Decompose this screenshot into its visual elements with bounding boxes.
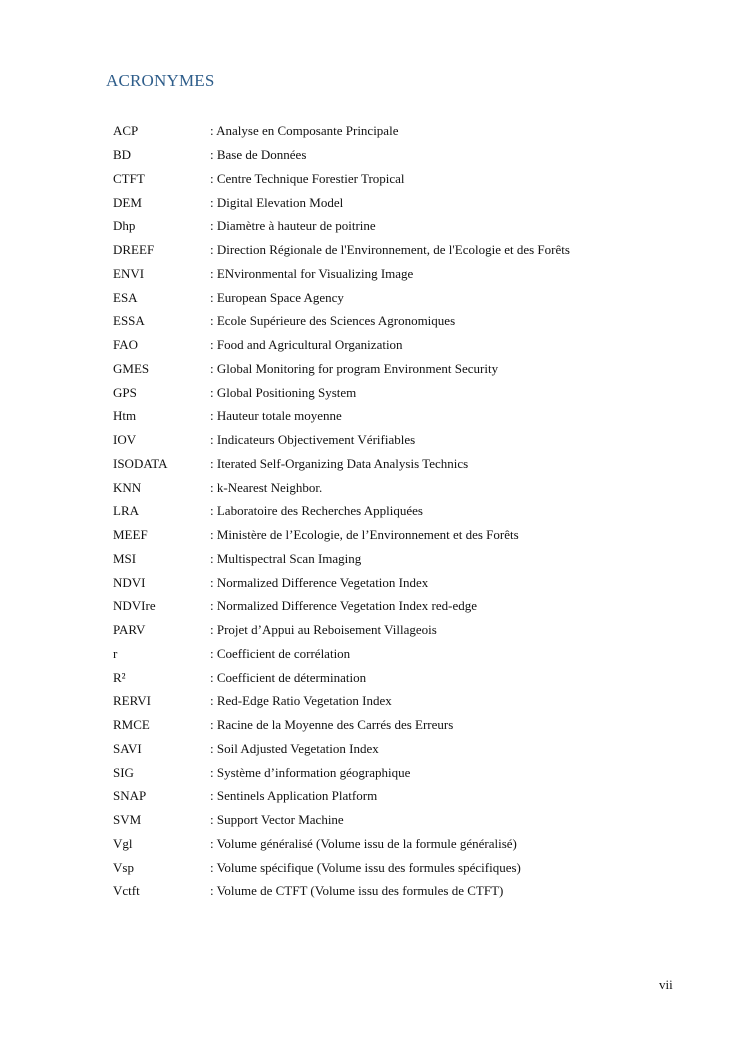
acronym-definition: : Analyse en Composante Principale xyxy=(210,123,399,139)
acronym-definition: : Laboratoire des Recherches Appliquées xyxy=(210,503,423,519)
acronym-term: GPS xyxy=(113,384,137,400)
acronym-row xyxy=(113,499,713,523)
acronym-row xyxy=(113,594,713,618)
acronym-definition: : Projet d’Appui au Reboisement Villageois xyxy=(210,622,437,638)
acronym-row xyxy=(113,404,713,428)
acronym-row xyxy=(113,452,713,476)
acronym-definition: : Indicateurs Objectivement Vérifiables xyxy=(210,432,416,448)
acronym-definition: : Base de Données xyxy=(210,147,307,163)
acronym-term: MSI xyxy=(113,550,137,566)
acronym-row xyxy=(113,357,713,381)
acronym-term: Htm xyxy=(113,408,137,424)
acronym-row xyxy=(113,570,713,594)
acronym-term: CTFT xyxy=(113,170,145,186)
acronym-term: LRA xyxy=(113,503,139,519)
acronym-definition: : Racine de la Moyenne des Carrés des Erreurs xyxy=(210,717,454,733)
acronym-term: FAO xyxy=(113,337,139,353)
acronym-row xyxy=(113,618,713,642)
acronym-definition: : Système d’information géographique xyxy=(210,764,411,780)
acronym-definition: : Coefficient de corrélation xyxy=(210,645,351,661)
acronym-term: Vsp xyxy=(113,859,134,875)
acronym-term: DEM xyxy=(113,194,142,210)
acronym-definition: : Digital Elevation Model xyxy=(210,194,344,210)
acronym-term: SNAP xyxy=(113,788,147,804)
acronym-definition: : Red-Edge Ratio Vegetation Index xyxy=(210,693,392,709)
acronym-term: ACP xyxy=(113,123,139,139)
acronym-row xyxy=(113,713,713,737)
acronym-row xyxy=(113,475,713,499)
acronym-term: RMCE xyxy=(113,717,150,733)
acronym-term: ESSA xyxy=(113,313,145,329)
page-heading: ACRONYMES xyxy=(106,71,215,90)
acronym-term: R² xyxy=(113,669,126,685)
acronym-definition: : Centre Technique Forestier Tropical xyxy=(210,170,405,186)
acronym-definition: : Food and Agricultural Organization xyxy=(210,337,403,353)
acronym-row xyxy=(113,333,713,357)
acronym-definition: : Ministère de l’Ecologie, de l’Environnement et des Forêts xyxy=(210,527,519,543)
acronym-row xyxy=(113,143,713,167)
acronym-term: BD xyxy=(113,147,132,163)
acronym-term: KNN xyxy=(113,479,142,495)
acronym-term: ENVI xyxy=(113,265,145,281)
acronym-term: NDVI xyxy=(113,574,146,590)
acronym-term: DREEF xyxy=(113,242,155,258)
acronym-definition: : ENvironmental for Visualizing Image xyxy=(210,265,414,281)
page-number: vii xyxy=(659,977,673,992)
acronym-row xyxy=(113,879,713,903)
acronym-term: Vgl xyxy=(113,835,133,851)
acronym-row xyxy=(113,665,713,689)
acronym-row xyxy=(113,760,713,784)
acronym-term: Dhp xyxy=(113,218,136,234)
acronym-row xyxy=(113,808,713,832)
acronym-definition: : Ecole Supérieure des Sciences Agronomiques xyxy=(210,313,456,329)
acronym-term: ESA xyxy=(113,289,138,305)
acronym-definition: : Normalized Difference Vegetation Index red-edge xyxy=(210,598,477,614)
acronym-row xyxy=(113,238,713,262)
acronym-definition: : Diamètre à hauteur de poitrine xyxy=(210,218,376,234)
acronym-row xyxy=(113,642,713,666)
acronym-list xyxy=(113,119,713,903)
acronym-term: GMES xyxy=(113,360,150,376)
acronym-definition: : Volume de CTFT (Volume issu des formules de CTFT) xyxy=(210,883,504,899)
acronym-row xyxy=(113,855,713,879)
acronym-definition: : Normalized Difference Vegetation Index xyxy=(210,574,429,590)
acronym-term: SAVI xyxy=(113,740,142,756)
acronym-row xyxy=(113,309,713,333)
acronym-term: Vctft xyxy=(113,883,140,899)
acronym-term: r xyxy=(113,645,118,661)
acronym-term: IOV xyxy=(113,432,137,448)
acronym-row xyxy=(113,190,713,214)
acronym-definition: : Direction Régionale de l'Environnement, de l'Ecologie et des Forêts xyxy=(210,242,570,258)
acronym-term: ISODATA xyxy=(113,455,168,471)
acronym-term: RERVI xyxy=(113,693,151,709)
acronym-term: PARV xyxy=(113,622,146,638)
acronym-definition: : Soil Adjusted Vegetation Index xyxy=(210,740,379,756)
acronym-row xyxy=(113,119,713,143)
acronym-definition: : Sentinels Application Platform xyxy=(210,788,378,804)
acronym-row xyxy=(113,523,713,547)
acronym-row xyxy=(113,689,713,713)
acronym-row xyxy=(113,167,713,191)
acronym-definition: : European Space Agency xyxy=(210,289,344,305)
acronym-row xyxy=(113,214,713,238)
acronym-term: MEEF xyxy=(113,527,148,543)
acronym-row xyxy=(113,784,713,808)
acronym-definition: : Iterated Self-Organizing Data Analysis Technics xyxy=(210,455,469,471)
acronym-term: SIG xyxy=(113,764,134,780)
acronym-row xyxy=(113,262,713,286)
acronym-term: NDVIre xyxy=(113,598,156,614)
acronym-row xyxy=(113,285,713,309)
acronym-definition: : k-Nearest Neighbor. xyxy=(210,479,323,495)
acronym-definition: : Multispectral Scan Imaging xyxy=(210,550,362,566)
acronym-definition: : Volume généralisé (Volume issu de la formule généralisé) xyxy=(210,835,517,851)
acronym-row xyxy=(113,832,713,856)
acronym-definition: : Global Positioning System xyxy=(210,384,357,400)
acronym-definition: : Coefficient de détermination xyxy=(210,669,367,685)
acronym-row xyxy=(113,547,713,571)
acronym-row xyxy=(113,428,713,452)
acronym-definition: : Hauteur totale moyenne xyxy=(210,408,342,424)
acronym-row xyxy=(113,380,713,404)
acronym-row xyxy=(113,737,713,761)
acronym-definition: : Global Monitoring for program Environment Security xyxy=(210,360,499,376)
acronym-definition: : Volume spécifique (Volume issu des formules spécifiques) xyxy=(210,859,521,875)
acronym-term: SVM xyxy=(113,812,142,828)
acronym-definition: : Support Vector Machine xyxy=(210,812,344,828)
